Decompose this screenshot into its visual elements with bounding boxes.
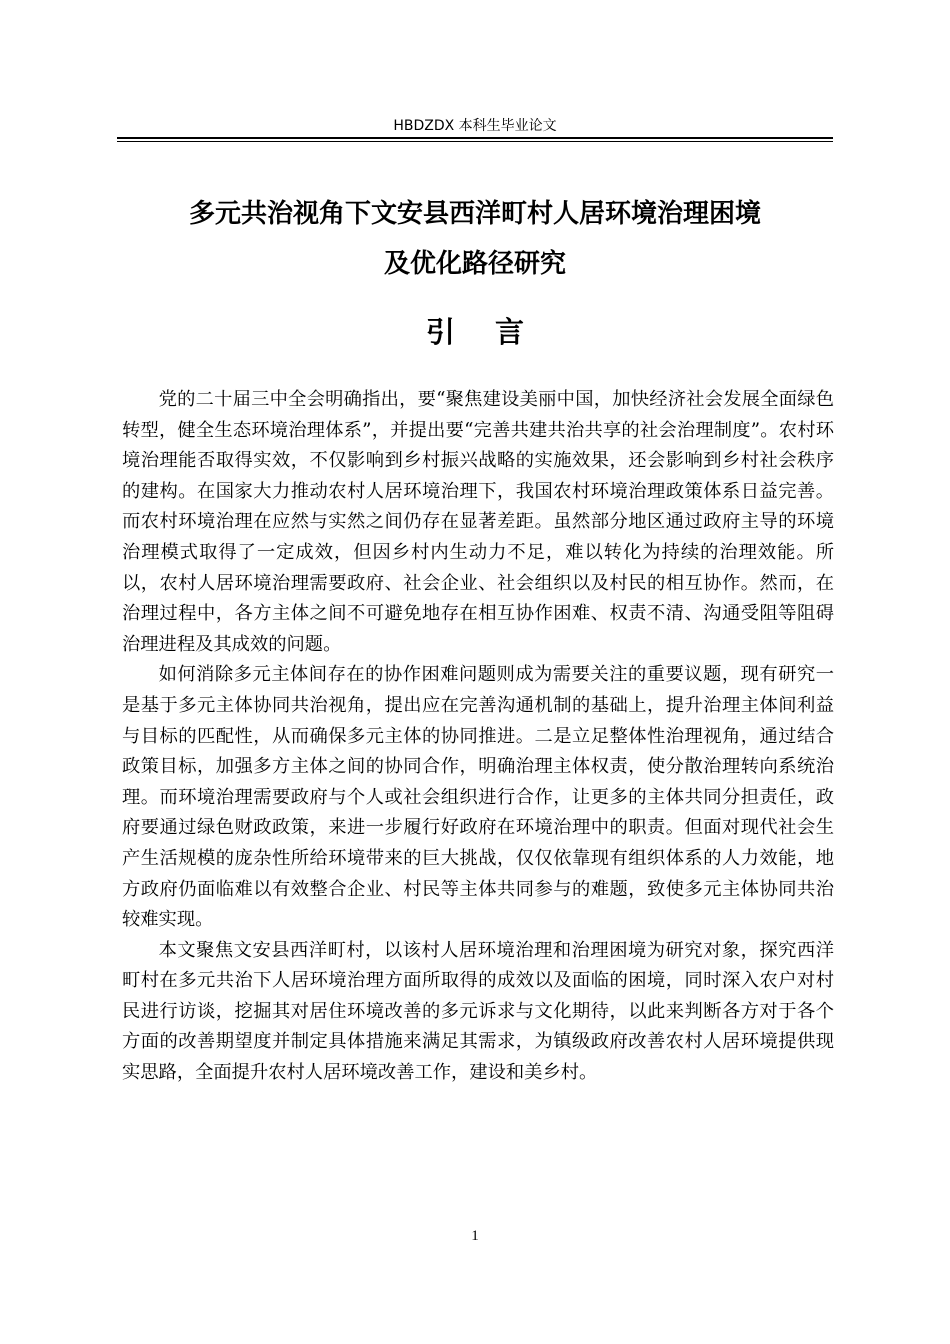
page-number: 1 [471,1228,479,1244]
body-text [122,385,834,1089]
header-rule-thin [117,141,833,142]
thesis-title-line-1: 多元共治视角下文安县西洋町村人居环境治理困境 [188,199,761,229]
thesis-title-line-2: 及优化路径研究 [383,249,566,279]
section-heading: 引言 [425,315,564,349]
paragraph-2: 如何消除多元主体间存在的协作困难问题则成为需要关注的重要议题，现有研究一是基于多元主体协同共治视角，提出应在完善沟通机制的基础上，提升治理主体间利益与目标的匹配性，从而确保多元主体的协同推进。二是立足整体性治理视角，通过结合政策目标，加强多方主体之间的协同合作，明确治理主体权责，使分散治理转向系统治理。而环境治理需要政府与个人或社会组织进行合作，让更多的主体共同分担责任，政府要通过绿色财政政策，来进一步履行好政府在环境治理中的职责。但面对现代社会生产生活规模的庞杂性所给环境带来的巨大挑战，仅仅依靠现有组织体系的人力效能，地方政府仍面临难以有效整合企业、村民等主体共同参与的难题，致使多元主体协同共治较难实现。 [122,664,834,931]
thesis-title [117,189,833,289]
header-rule-thick [117,137,833,139]
paragraph-1: 党的二十届三中全会明确指出，要“聚焦建设美丽中国，加快经济社会发展全面绿色转型，健全生态环境治理体系”，并提出要“完善共建共治共享的社会治理制度”。农村环境治理能否取得实效，不仅影响到乡村振兴战略的实施效果，还会影响到乡村社会秩序的建构。在国家大力推动农村人居环境治理下，我国农村环境治理政策体系日益完善。而农村环境治理在应然与实然之间仍存在显著差距。虽然部分地区通过政府主导的环境治理模式取得了一定成效，但因乡村内生动力不足，难以转化为持续的治理效能。所以，农村人居环境治理需要政府、社会企业、社会组织以及村民的相互协作。然而，在治理过程中，各方主体之间不可避免地存在相互协作困难、权责不清、沟通受阻等阻碍治理进程及其成效的问题。 [122,389,834,655]
paragraph-3: 本文聚焦文安县西洋町村，以该村人居环境治理和治理困境为研究对象，探究西洋町村在多元共治下人居环境治理方面所取得的成效以及面临的困境，同时深入农户对村民进行访谈，挖掘其对居住环境改善的多元诉求与文化期待，以此来判断各方对于各个方面的改善期望度并制定具体措施来满足其需求，为镇级政府改善农村人居环境提供现实思路，全面提升农村人居环境改善工作，建设和美乡村。 [122,939,834,1084]
running-header: HBDZDX 本科生毕业论文 [393,118,557,134]
